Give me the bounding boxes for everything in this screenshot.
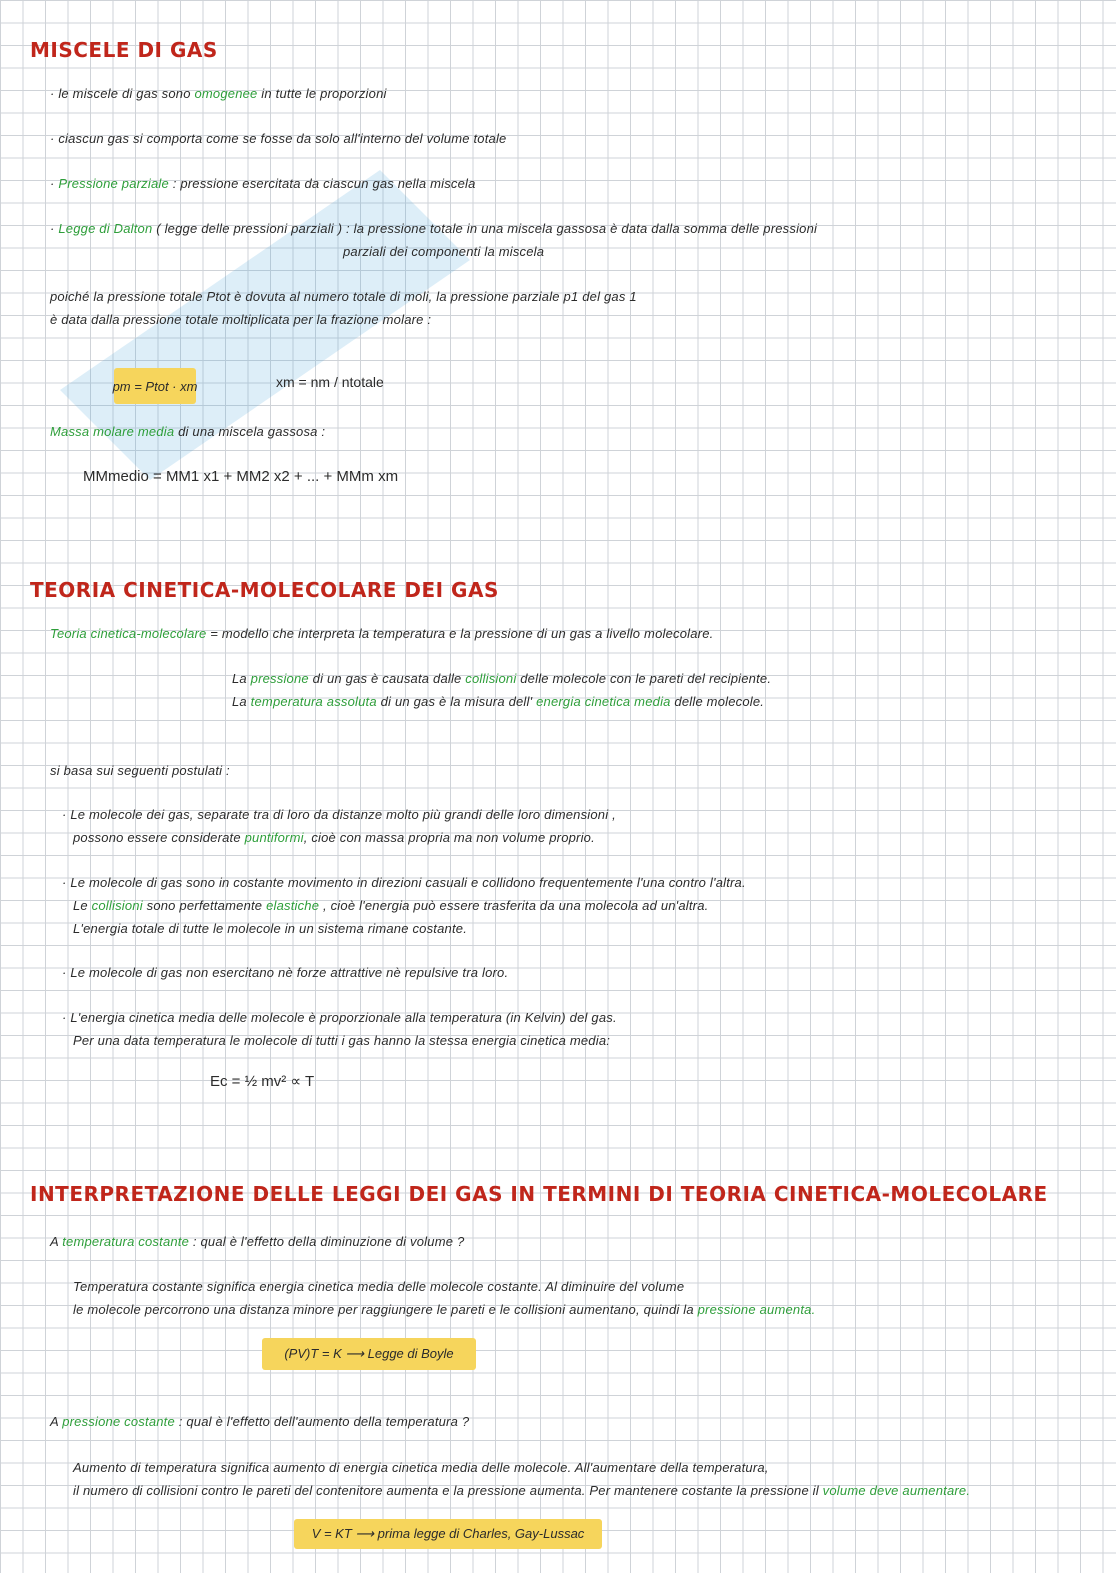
bullet-legge-dalton: · Legge di Dalton ( legge delle pressioni parziali ) : la pressione totale in una miscela gassosa è data dalla somma delle pressioni bbox=[50, 221, 818, 236]
postulato-2c: L'energia totale di tutte le molecole in un sistema rimane costante. bbox=[73, 921, 468, 936]
formula-legge-charles: V = KT ⟶ prima legge di Charles, Gay-Lussac bbox=[294, 1519, 602, 1549]
postulato-2a: · Le molecole di gas sono in costante movimento in direzioni casuali e collidono frequentemente l'una contro l'altra. bbox=[62, 875, 746, 890]
answer-1b: le molecole percorrono una distanza minore per raggiungere le pareti e le collisioni aumentano, quindi la pressione aumenta. bbox=[73, 1302, 816, 1317]
def-teoria-cinetica: Teoria cinetica-molecolare = modello che interpreta la temperatura e la pressione di un gas a livello molecolare. bbox=[50, 626, 714, 641]
bullet-pressione-parziale: · Pressione parziale : pressione esercitata da ciascun gas nella miscela bbox=[50, 176, 476, 191]
pressione-collisioni: La pressione di un gas è causata dalle collisioni delle molecole con le pareti del recipiente. bbox=[232, 671, 772, 686]
bullet-legge-dalton-cont: parziali dei componenti la miscela bbox=[343, 244, 545, 259]
para-pressione-totale: poiché la pressione totale Ptot è dovuta al numero totale di moli, la pressione parziale p1 del gas 1 bbox=[50, 289, 637, 304]
formula-massa-molare-media: MMmedio = MM1 x1 + MM2 x2 + ... + MMm xm bbox=[83, 468, 399, 485]
para-frazione-molare: è data dalla pressione totale moltiplicata per la frazione molare : bbox=[50, 312, 432, 327]
postulato-4a: · L'energia cinetica media delle molecole è proporzionale alla temperatura (in Kelvin) del gas. bbox=[62, 1010, 617, 1025]
postulato-1b: possono essere considerate puntiformi, cioè con massa propria ma non volume proprio. bbox=[73, 830, 595, 845]
formula-legge-boyle: (PV)T = K ⟶ Legge di Boyle bbox=[262, 1338, 476, 1370]
postulati-intro: si basa sui seguenti postulati : bbox=[50, 763, 230, 778]
massa-molare-media-label: Massa molare media di una miscela gassosa : bbox=[50, 424, 326, 439]
section-title-teoria-cinetica: TEORIA CINETICA-MOLECOLARE DEI GAS bbox=[30, 578, 499, 602]
answer-1a: Temperatura costante significa energia cinetica media delle molecole costante. Al diminuire del volume bbox=[73, 1279, 685, 1294]
section-title-interpretazione: INTERPRETAZIONE DELLE LEGGI DEI GAS IN TERMINI DI TEORIA CINETICA-MOLECOLARE bbox=[30, 1182, 1048, 1206]
postulato-1a: · Le molecole dei gas, separate tra di loro da distanze molto più grandi delle loro dimensioni , bbox=[62, 807, 616, 822]
question-temperatura-costante: A temperatura costante : qual è l'effetto della diminuzione di volume ? bbox=[50, 1234, 465, 1249]
question-pressione-costante: A pressione costante : qual è l'effetto dell'aumento della temperatura ? bbox=[50, 1414, 470, 1429]
postulato-4b: Per una data temperatura le molecole di tutti i gas hanno la stessa energia cinetica media: bbox=[73, 1033, 611, 1048]
answer-2a: Aumento di temperatura significa aumento di energia cinetica media delle molecole. All'aumentare della temperatura, bbox=[73, 1460, 769, 1475]
formula-energia-cinetica: Ec = ½ mv² ∝ T bbox=[210, 1073, 315, 1090]
postulato-2b: Le collisioni sono perfettamente elastiche , cioè l'energia può essere trasferita da una molecola ad un'altra. bbox=[73, 898, 709, 913]
temperatura-energia: La temperatura assoluta di un gas è la misura dell' energia cinetica media delle molecole. bbox=[232, 694, 765, 709]
formula-frazione-molare: xm = nm / ntotale bbox=[276, 374, 384, 390]
formula-pressione-parziale: pm = Ptot · xm bbox=[114, 368, 196, 404]
postulato-3: · Le molecole di gas non esercitano nè forze attrattive nè repulsive tra loro. bbox=[62, 965, 509, 980]
bullet-ciascun-gas: · ciascun gas si comporta come se fosse da solo all'interno del volume totale bbox=[50, 131, 507, 146]
section-title-miscele: MISCELE DI GAS bbox=[30, 38, 218, 62]
bullet-omogenee: · le miscele di gas sono omogenee in tutte le proporzioni bbox=[50, 86, 387, 101]
answer-2b: il numero di collisioni contro le pareti del contenitore aumenta e la pressione aumenta. Per mantenere costante la pressione il volume deve aumentare. bbox=[73, 1483, 971, 1498]
